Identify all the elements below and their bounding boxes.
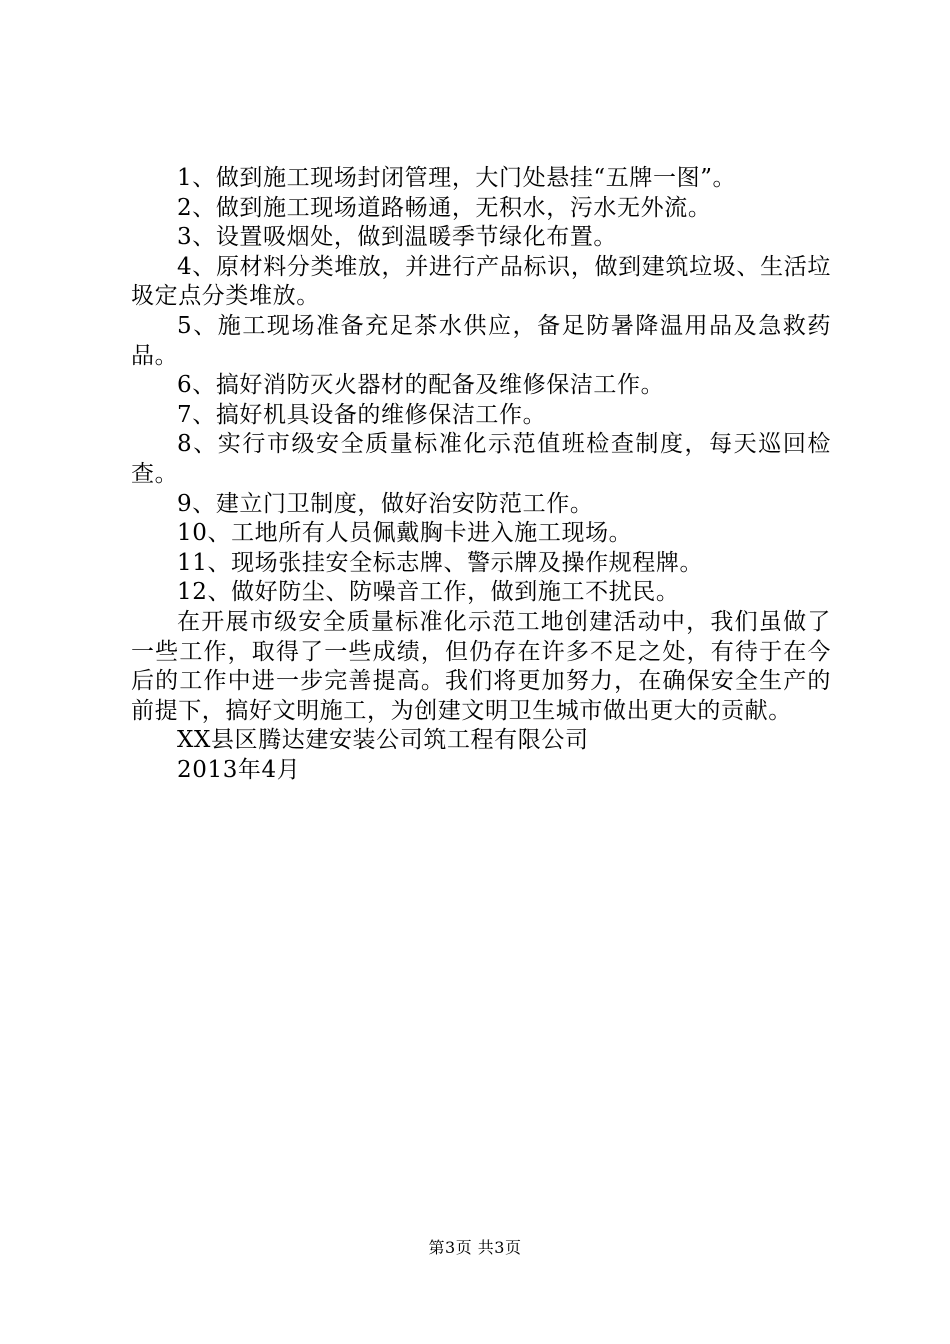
list-item-11: 11、现场张挂安全标志牌、警示牌及操作规程牌。	[177, 549, 704, 576]
document-date: 2013年4月	[177, 756, 301, 783]
list-item-3: 3、设置吸烟处，做到温暖季节绿化布置。	[177, 224, 618, 251]
list-item-8: 8、实行市级安全质量标准化示范值班检查制度，每天巡回检查。	[131, 431, 831, 487]
list-item-7: 7、搞好机具设备的维修保洁工作。	[177, 401, 547, 428]
list-item-9: 9、建立门卫制度，做好治安防范工作。	[177, 490, 594, 517]
list-item-2: 2、做到施工现场道路畅通，无积水，污水无外流。	[177, 194, 712, 221]
page-number-footer: 第3页 共3页	[428, 1238, 522, 1257]
company-signature: XX县区腾达建安装公司筑工程有限公司	[177, 727, 589, 754]
list-item-6: 6、搞好消防灭火器材的配备及维修保洁工作。	[177, 372, 665, 399]
list-item-12: 12、做好防尘、防噪音工作，做到施工不扰民。	[177, 579, 680, 606]
list-item-5: 5、施工现场准备充足茶水供应，备足防暑降温用品及急救药品。	[131, 312, 831, 369]
list-item-10: 10、工地所有人员佩戴胸卡进入施工现场。	[177, 520, 633, 547]
list-item-4: 4、原材料分类堆放，并进行产品标识，做到建筑垃圾、生活垃圾定点分类堆放。	[131, 253, 831, 310]
document-body	[131, 164, 831, 785]
closing-paragraph: 在开展市级安全质量标准化示范工地创建活动中，我们虽做了一些工作，取得了一些成绩，但仍存在许多不足之处，有待于在今后的工作中进一步完善提高。我们将更加努力，在确保安全生产的前提下，搞好文明施工，为创建文明卫生城市做出更大的贡献。	[131, 608, 831, 724]
list-item-1: 1、做到施工现场封闭管理，大门处悬挂“五牌一图”。	[177, 165, 737, 191]
